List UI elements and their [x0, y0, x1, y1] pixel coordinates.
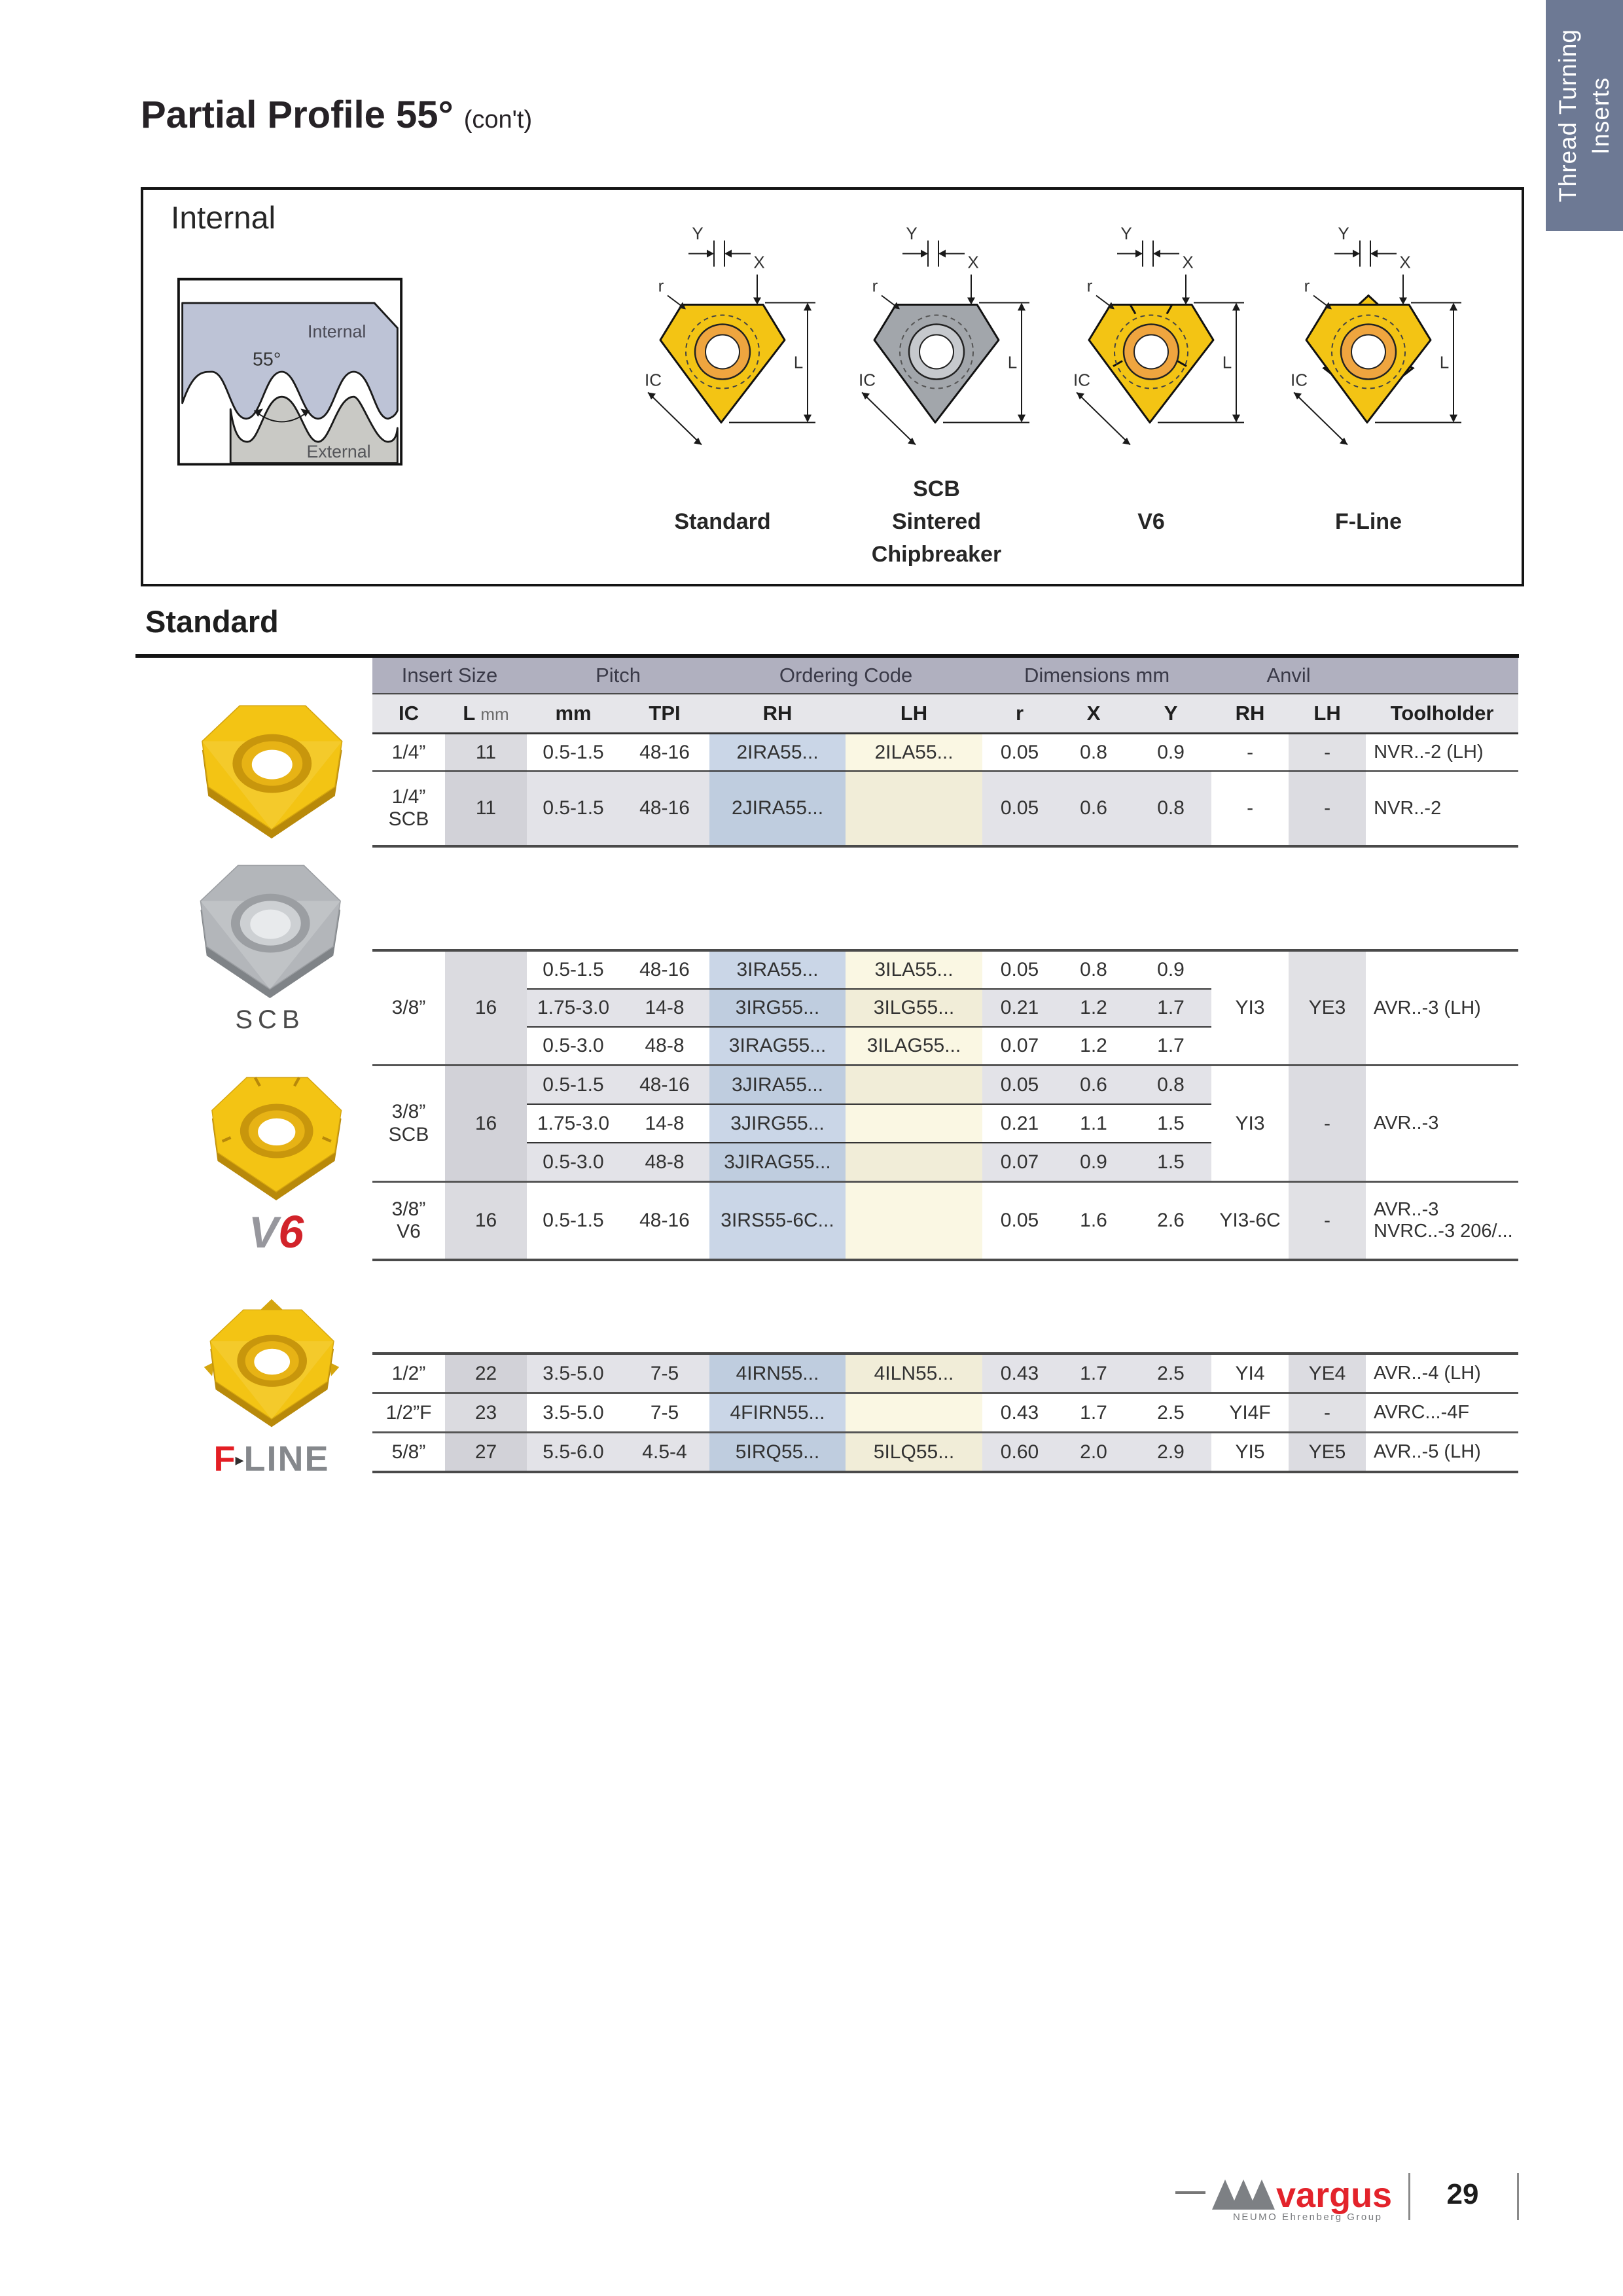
page-title: Partial Profile 55° (con't) [141, 94, 533, 136]
photo-standard-insert [157, 689, 386, 846]
cell-anvil-rh: - [1211, 771, 1289, 845]
cell-r: 0.60 [982, 1433, 1057, 1471]
svg-text:IC: IC [645, 370, 662, 390]
footer-divider [1517, 2173, 1519, 2220]
svg-text:L: L [1222, 352, 1232, 372]
cell-lh-code-empty [846, 1143, 982, 1181]
svg-text:Y: Y [1338, 226, 1349, 243]
table-block-three-eighths [372, 949, 1518, 1261]
cell-x: 1.1 [1057, 1104, 1130, 1143]
cell-toolholder: AVR..-3 NVRC..-3 206/... [1366, 1182, 1518, 1259]
svg-text:IC: IC [1073, 370, 1090, 390]
cell-lh-code-empty [846, 1104, 982, 1143]
svg-text:r: r [1086, 276, 1093, 296]
svg-text:55°: 55° [252, 349, 281, 370]
cell-anvil-lh: - [1289, 734, 1366, 772]
cell-ic: 3/8” V6 [372, 1182, 445, 1259]
svg-text:IC: IC [859, 370, 876, 390]
cell-tpi: 48-16 [620, 1066, 709, 1105]
cell-l: 16 [445, 952, 527, 1064]
cell-tpi: 48-8 [620, 1143, 709, 1181]
cell-r: 0.07 [982, 1027, 1057, 1064]
diagram-standard-insert [624, 226, 821, 465]
cell-anvil-lh: - [1289, 771, 1366, 845]
photo-fline-insert [164, 1295, 380, 1433]
cell-anvil-lh: YE5 [1289, 1433, 1366, 1471]
cell-toolholder: AVRC...-4F [1366, 1393, 1518, 1433]
col-header-mm: mm [527, 694, 620, 734]
svg-text:L: L [793, 352, 804, 372]
table-block-fline-sizes [372, 1352, 1518, 1473]
cell-ic: 1/2”F [372, 1393, 445, 1433]
cell-rh-code: 3JIRAG55... [709, 1143, 846, 1181]
cell-y: 0.8 [1130, 1066, 1211, 1105]
cell-r: 0.05 [982, 771, 1057, 845]
cell-ic: 1/4” [372, 734, 445, 772]
caption-scb: SCB Sintered Chipbreaker [871, 476, 1002, 567]
cell-mm: 3.5-5.0 [527, 1393, 620, 1433]
table-row [372, 1066, 1518, 1105]
svg-text:Y: Y [692, 226, 704, 243]
diagram-scb-insert [838, 226, 1035, 465]
cell-ic: 3/8” SCB [372, 1066, 445, 1181]
internal-panel [141, 187, 1524, 586]
side-tab-thread-turning-inserts[interactable] [1546, 0, 1623, 231]
cell-x: 1.6 [1080, 1210, 1107, 1231]
col-header-toolholder: Toolholder [1366, 694, 1518, 734]
cell-l: 11 [445, 771, 527, 845]
table-block-quarter-inch [372, 658, 1518, 848]
group-3-8 [372, 952, 1518, 1064]
cell-r: 0.43 [982, 1355, 1057, 1393]
vargus-logo [1211, 2170, 1414, 2223]
table-row [372, 771, 1518, 845]
cell-r: 0.05 [1000, 959, 1039, 980]
cell-l: 27 [445, 1433, 527, 1471]
cell-ic: 3/8” [372, 952, 445, 1064]
svg-text:IC: IC [1291, 370, 1308, 390]
table-row [372, 952, 1518, 989]
cell-x: 0.6 [1057, 1066, 1130, 1105]
group-header-blank [1366, 658, 1518, 694]
cell-ic: 1/2” [372, 1355, 445, 1393]
cell-y: 1.7 [1130, 989, 1211, 1027]
cell-anvil-lh: YE4 [1289, 1355, 1366, 1393]
svg-text:X: X [1182, 252, 1194, 272]
cell-anvil-rh: YI5 [1211, 1433, 1289, 1471]
col-header-anvil-rh: RH [1211, 694, 1289, 734]
diagram-v6-insert [1053, 226, 1249, 465]
cell-toolholder: AVR..-4 (LH) [1366, 1355, 1518, 1393]
cell-mm: 0.5-1.5 [543, 959, 604, 980]
col-header-anvil-lh: LH [1289, 694, 1366, 734]
cell-y: 0.8 [1130, 771, 1211, 845]
svg-text:X: X [967, 252, 979, 272]
cell-tpi: 7-5 [620, 1355, 709, 1393]
cell-lh-code: 3ILAG55... [846, 1027, 982, 1064]
cell-tpi: 7-5 [620, 1393, 709, 1433]
cell-anvil-rh: - [1211, 734, 1289, 772]
cell-lh-code-empty [846, 1182, 982, 1259]
col-header-ic: IC [372, 694, 445, 734]
cell-rh-code: 2JIRA55... [709, 771, 846, 845]
cell-lh-code: 3ILG55... [846, 989, 982, 1027]
cell-y: 0.9 [1157, 959, 1185, 980]
cell-y: 2.5 [1130, 1355, 1211, 1393]
cell-x: 1.2 [1057, 989, 1130, 1027]
cell-tpi: 48-16 [639, 1210, 690, 1231]
cell-l: 11 [445, 734, 527, 772]
scb-photo-label: SCB [235, 1005, 305, 1034]
cell-mm: 0.5-1.5 [543, 741, 604, 763]
group-header-row [372, 658, 1518, 694]
section-heading: Standard [145, 604, 279, 639]
cell-x: 1.7 [1057, 1355, 1130, 1393]
table-row [372, 1393, 1518, 1433]
photo-v6-insert [171, 1062, 381, 1207]
cell-x: 0.8 [1080, 741, 1107, 763]
fline-logo: F▸LINE [213, 1439, 330, 1479]
cell-mm: 0.5-1.5 [527, 1066, 620, 1105]
cell-toolholder: AVR..-3 (LH) [1366, 952, 1518, 1064]
cell-lh-code: 3ILA55... [846, 952, 982, 989]
cell-rh-code: 3IRG55... [709, 989, 846, 1027]
cell-l: 16 [445, 1066, 527, 1181]
cell-rh-code: 3IRS55-6C... [709, 1182, 846, 1259]
svg-text:L: L [1439, 352, 1450, 372]
table-row [372, 1182, 1518, 1259]
cell-lh-code: 4ILN55... [846, 1355, 982, 1393]
cell-tpi: 48-16 [620, 771, 709, 845]
cell-lh-code: 5ILQ55... [846, 1433, 982, 1471]
svg-text:vargus: vargus [1276, 2176, 1393, 2215]
cell-toolholder: NVR..-2 (LH) [1366, 734, 1518, 772]
diagram-fline-insert [1270, 226, 1467, 465]
svg-text:Y: Y [906, 226, 918, 243]
cell-anvil-lh: - [1289, 1182, 1366, 1259]
svg-text:r: r [872, 276, 878, 296]
cell-anvil-rh: YI3 [1211, 952, 1289, 1064]
svg-text:X: X [753, 252, 765, 272]
cell-y: 2.9 [1130, 1433, 1211, 1471]
cell-ic: 5/8” [372, 1433, 445, 1471]
cell-rh-code: 3IRAG55... [709, 1027, 846, 1064]
col-header-x: X [1057, 694, 1130, 734]
caption-v6: V6 [1137, 509, 1165, 534]
side-tab-label: Thread Turning Inserts [1554, 29, 1614, 202]
cell-mm: 0.5-3.0 [527, 1027, 620, 1064]
cell-x: 1.7 [1057, 1393, 1130, 1433]
cell-mm: 0.5-1.5 [527, 771, 620, 845]
cell-anvil-lh: YE3 [1289, 952, 1366, 1064]
svg-text:r: r [658, 276, 664, 296]
page-number: 29 [1446, 2178, 1479, 2210]
col-header-tpi: TPI [620, 694, 709, 734]
cell-tpi: 48-16 [639, 959, 690, 980]
col-header-l: L mm [445, 694, 527, 734]
cell-x: 2.0 [1057, 1433, 1130, 1471]
cell-anvil-lh: - [1289, 1066, 1366, 1181]
group-header-insert-size: Insert Size [372, 658, 527, 694]
cell-rh-code: 4FIRN55... [709, 1393, 846, 1433]
cell-toolholder: AVR..-3 [1366, 1066, 1518, 1181]
cell-mm: 0.5-1.5 [543, 1210, 604, 1231]
fline-size-table [372, 1355, 1518, 1471]
svg-text:NEUMO Ehrenberg Group: NEUMO Ehrenberg Group [1233, 2212, 1383, 2223]
cell-x: 1.2 [1057, 1027, 1130, 1064]
footer-rule [1175, 2191, 1205, 2194]
group-header-ordering-code: Ordering Code [709, 658, 982, 694]
cell-toolholder: NVR..-2 [1366, 771, 1518, 845]
cell-r: 0.21 [982, 1104, 1057, 1143]
cell-l: 16 [445, 1182, 527, 1259]
cell-lh-code: 2ILA55... [846, 734, 982, 772]
table-row [372, 734, 1518, 772]
cell-y: 1.7 [1130, 1027, 1211, 1064]
cell-x: 0.6 [1057, 771, 1130, 845]
cell-anvil-lh: - [1289, 1393, 1366, 1433]
group-header-pitch: Pitch [527, 658, 709, 694]
caption-fline: F-Line [1335, 509, 1402, 534]
svg-text:X: X [1399, 252, 1411, 272]
cell-x: 0.8 [1080, 959, 1107, 980]
cell-x: 0.9 [1057, 1143, 1130, 1181]
group-header-anvil: Anvil [1211, 658, 1366, 694]
cell-r: 0.05 [1000, 741, 1039, 763]
cell-tpi: 48-16 [639, 741, 690, 763]
page-title-suffix: (con't) [463, 106, 533, 134]
cell-mm: 3.5-5.0 [527, 1355, 620, 1393]
svg-text:r: r [1304, 276, 1310, 296]
cell-lh-code-empty [846, 771, 982, 845]
group-3-8-v6 [372, 1181, 1518, 1259]
cell-mm: 5.5-6.0 [527, 1433, 620, 1471]
svg-text:L: L [1007, 352, 1018, 372]
footer-divider [1408, 2173, 1410, 2220]
photo-scb-insert [154, 848, 386, 1005]
column-header-row [372, 694, 1518, 734]
cell-rh-code: 3IRA55... [709, 952, 846, 989]
cell-l: 23 [445, 1393, 527, 1433]
cell-anvil-rh: YI4F [1211, 1393, 1289, 1433]
cell-toolholder: AVR..-5 (LH) [1366, 1433, 1518, 1471]
cell-anvil-rh: YI4 [1211, 1355, 1289, 1393]
cell-lh-code-empty [846, 1393, 982, 1433]
col-header-r: r [982, 694, 1057, 734]
svg-text:External: External [306, 441, 371, 461]
cell-rh-code: 3JIRA55... [709, 1066, 846, 1105]
cell-tpi: 4.5-4 [620, 1433, 709, 1471]
cell-rh-code: 5IRQ55... [709, 1433, 846, 1471]
cell-mm: 1.75-3.0 [527, 1104, 620, 1143]
cell-r: 0.21 [982, 989, 1057, 1027]
cell-l: 22 [445, 1355, 527, 1393]
col-header-lh: LH [846, 694, 982, 734]
svg-text:Y: Y [1120, 226, 1132, 243]
group-3-8-scb [372, 1064, 1518, 1181]
cell-mm: 1.75-3.0 [527, 989, 620, 1027]
v6-logo: V6 [248, 1206, 304, 1257]
cell-y: 1.5 [1130, 1143, 1211, 1181]
cell-y: 2.6 [1157, 1210, 1185, 1231]
cell-tpi: 48-8 [620, 1027, 709, 1064]
cell-mm: 0.5-3.0 [527, 1143, 620, 1181]
cell-r: 0.43 [982, 1393, 1057, 1433]
insert-table-header [372, 658, 1518, 845]
cell-y: 1.5 [1130, 1104, 1211, 1143]
col-header-rh: RH [709, 694, 846, 734]
cell-rh-code: 4IRN55... [709, 1355, 846, 1393]
cell-rh-code: 3JIRG55... [709, 1104, 846, 1143]
cell-r: 0.05 [1000, 1210, 1039, 1231]
cell-y: 2.5 [1130, 1393, 1211, 1433]
caption-standard: Standard [674, 509, 771, 534]
cell-r: 0.05 [982, 1066, 1057, 1105]
thread-profile-diagram [177, 278, 402, 466]
internal-panel-heading: Internal [171, 201, 276, 236]
svg-text:Internal: Internal [308, 321, 366, 342]
table-row [372, 1355, 1518, 1393]
cell-tpi: 14-8 [620, 989, 709, 1027]
cell-rh-code: 2IRA55... [709, 734, 846, 772]
table-row [372, 1433, 1518, 1471]
col-header-y: Y [1130, 694, 1211, 734]
cell-anvil-rh: YI3 [1211, 1066, 1289, 1181]
cell-r: 0.07 [982, 1143, 1057, 1181]
cell-ic: 1/4” SCB [372, 771, 445, 845]
cell-anvil-rh: YI3-6C [1211, 1182, 1289, 1259]
cell-lh-code-empty [846, 1066, 982, 1105]
group-header-dimensions: Dimensions mm [982, 658, 1211, 694]
cell-y: 0.9 [1157, 741, 1185, 763]
cell-tpi: 14-8 [620, 1104, 709, 1143]
